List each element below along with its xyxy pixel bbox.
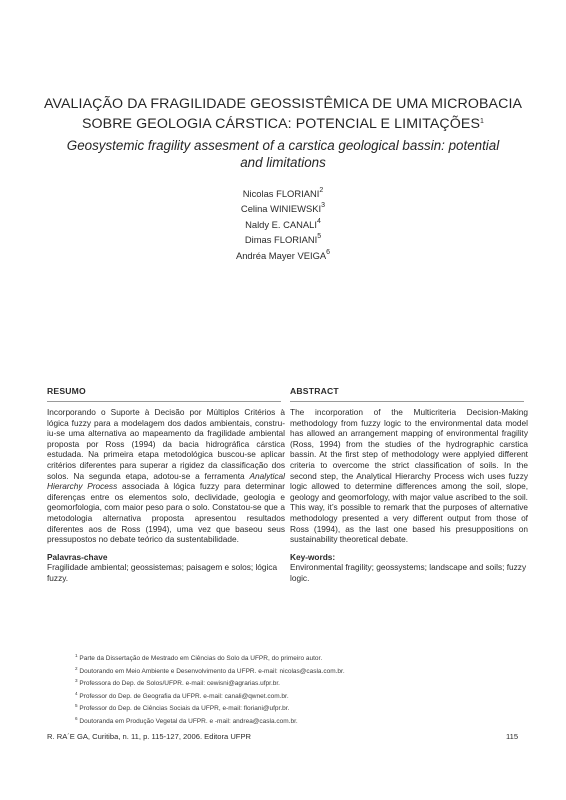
resumo-body — [47, 407, 285, 584]
abstract-body — [290, 407, 528, 584]
resumo-text-end: associada à lógica fuzzy para determinar diferenças entre os elementos solo, declividade, geologia e geomorfologia, com maior peso para o solo. Constatou-se que a metodologia alternativa proposta apresentou resultados diferentes aos de Ross (1994), uma vez que baseou seus pressupostos no debate teórico da sustentabilidade. — [47, 481, 285, 545]
title-line-1: AVALIAÇÃO DA FRAGILIDADE GEOSSISTÊMICA DE UMA MICROBACIA — [43, 96, 523, 112]
page-number: 115 — [506, 732, 519, 741]
footnote — [75, 664, 495, 677]
author-note: 2 — [319, 187, 324, 194]
title-line-2-text: SOBRE GEOLOGIA CÁRSTICA: POTENCIAL E LIMITAÇÕES — [81, 116, 481, 132]
resumo-heading: RESUMO — [47, 386, 86, 396]
author-name: Nicolas FLORIANI — [242, 188, 320, 199]
author-name: Naldy E. CANALI — [245, 218, 317, 230]
footnotes — [75, 651, 495, 727]
footnote-text: Professor do Dep. de Geografia da UFPR. e-mail: canali@qwnet.com.br. — [79, 692, 289, 700]
article-subtitle — [40, 137, 526, 171]
title-footnote-marker: 1 — [480, 118, 485, 125]
author-note: 5 — [317, 233, 322, 241]
keywords-text: Environmental fragility; geossystems; landscape and soils; fuzzy logic. — [290, 562, 527, 583]
footnote-number: 1 — [75, 653, 78, 658]
subtitle-line-1: Geosystemic fragility assesment of a carstica geological bassin: potential — [66, 138, 500, 153]
footnote — [75, 676, 495, 689]
footnote-number: 2 — [75, 665, 78, 671]
resumo-text-italic: Analytical Hierarchy Process — [47, 470, 285, 492]
footnote-text: Professor do Dep. de Ciências Sociais da UFPR, e-mail: floriani@ufpr.br. — [79, 705, 290, 713]
author — [150, 216, 416, 231]
author — [150, 247, 416, 262]
author — [150, 200, 416, 215]
footnote-text: Parte da Dissertação de Mestrado em Ciências do Solo da UFPR, do primeiro autor. — [79, 655, 323, 662]
author-name: Celina WINIEWSKI — [240, 203, 322, 215]
footnote-text: Doutorando em Meio Ambiente e Desenvolvimento da UFPR. e-mail: nicolas@casla.com.br. — [79, 667, 345, 675]
footnote-text: Doutoranda em Produção Vegetal da UFPR. e -mail: andrea@casla.com.br. — [79, 717, 298, 725]
keywords-heading: Key-words: — [290, 551, 336, 562]
author — [150, 185, 416, 200]
title-line-2 — [40, 113, 526, 133]
journal-citation: R. RA´E GA, Curitiba, n. 11, p. 115-127, 2006. Editora UFPR — [47, 732, 251, 741]
footnote — [75, 701, 495, 714]
palavras-chave-heading: Palavras-chave — [47, 551, 108, 562]
abstract-heading: ABSTRACT — [290, 386, 339, 396]
footnote-number: 6 — [75, 715, 78, 721]
resumo-text-start: Incorporando o Suporte à Decisão por Múltiplos Critérios à lógica fuzzy para a modelagem dos dados ambientais, constru-iu-se uma alternativa ao mapeamento da fragilidade ambiental proposta por Ross (1994) da bacia hidrográfica cárstica estudada. Na primeira etapa metodológica buscou-se aplicar critérios diferentes para superar a rigidez da classificação dos solos. Na segunda etapa, adotou-se a ferramenta — [47, 407, 285, 481]
article-title — [40, 96, 526, 133]
subtitle-line-2: and limitations — [240, 155, 326, 170]
author-note: 3 — [321, 202, 326, 210]
abstract-divider — [290, 401, 524, 402]
footnote — [75, 714, 495, 727]
author-list — [150, 185, 416, 262]
author — [150, 231, 416, 246]
author-note: 4 — [317, 217, 321, 225]
author-name: Dimas FLORIANI — [244, 234, 318, 246]
footnote-number: 3 — [75, 678, 78, 684]
author-note: 6 — [326, 248, 331, 256]
footnote-number: 5 — [75, 703, 78, 709]
abstract-paragraph: The incorporation of the Multicriteria Decision-Making methodology from fuzzy logic to the environmental data model has allowed an arrangement mapping of environmental fragility (Ross, 1994) from the studies of the hydrographic carstica bassin. At the first step of methodology were applyied different criteria to overcome the strict classification of soils. In the second step, the Analytical Hierarchy Process wich uses fuzzy logic allowed to determine differences among the soil, slope, geology and geomorfology, with major value ascribed to the soil. This way, it’s possible to remark that the purposes of alternative methodology presented a very different output from those of Ross (1994), as the last one based his presuppositions on sustainability theoretical debate. — [290, 407, 528, 545]
footnote-number: 4 — [75, 690, 78, 696]
footnote-text: Professora do Dep. de Solos/UFPR. e-mail: cewisni@agrarias.ufpr.br. — [79, 680, 280, 688]
resumo-paragraph — [47, 407, 285, 545]
footnote — [75, 651, 495, 664]
footnote — [75, 689, 495, 702]
resumo-divider — [47, 401, 281, 402]
author-name: Andréa Mayer VEIGA — [235, 249, 327, 261]
palavras-chave-text: Fragilidade ambiental; geossistemas; paisagem e solos; lógica fuzzy. — [47, 562, 278, 583]
